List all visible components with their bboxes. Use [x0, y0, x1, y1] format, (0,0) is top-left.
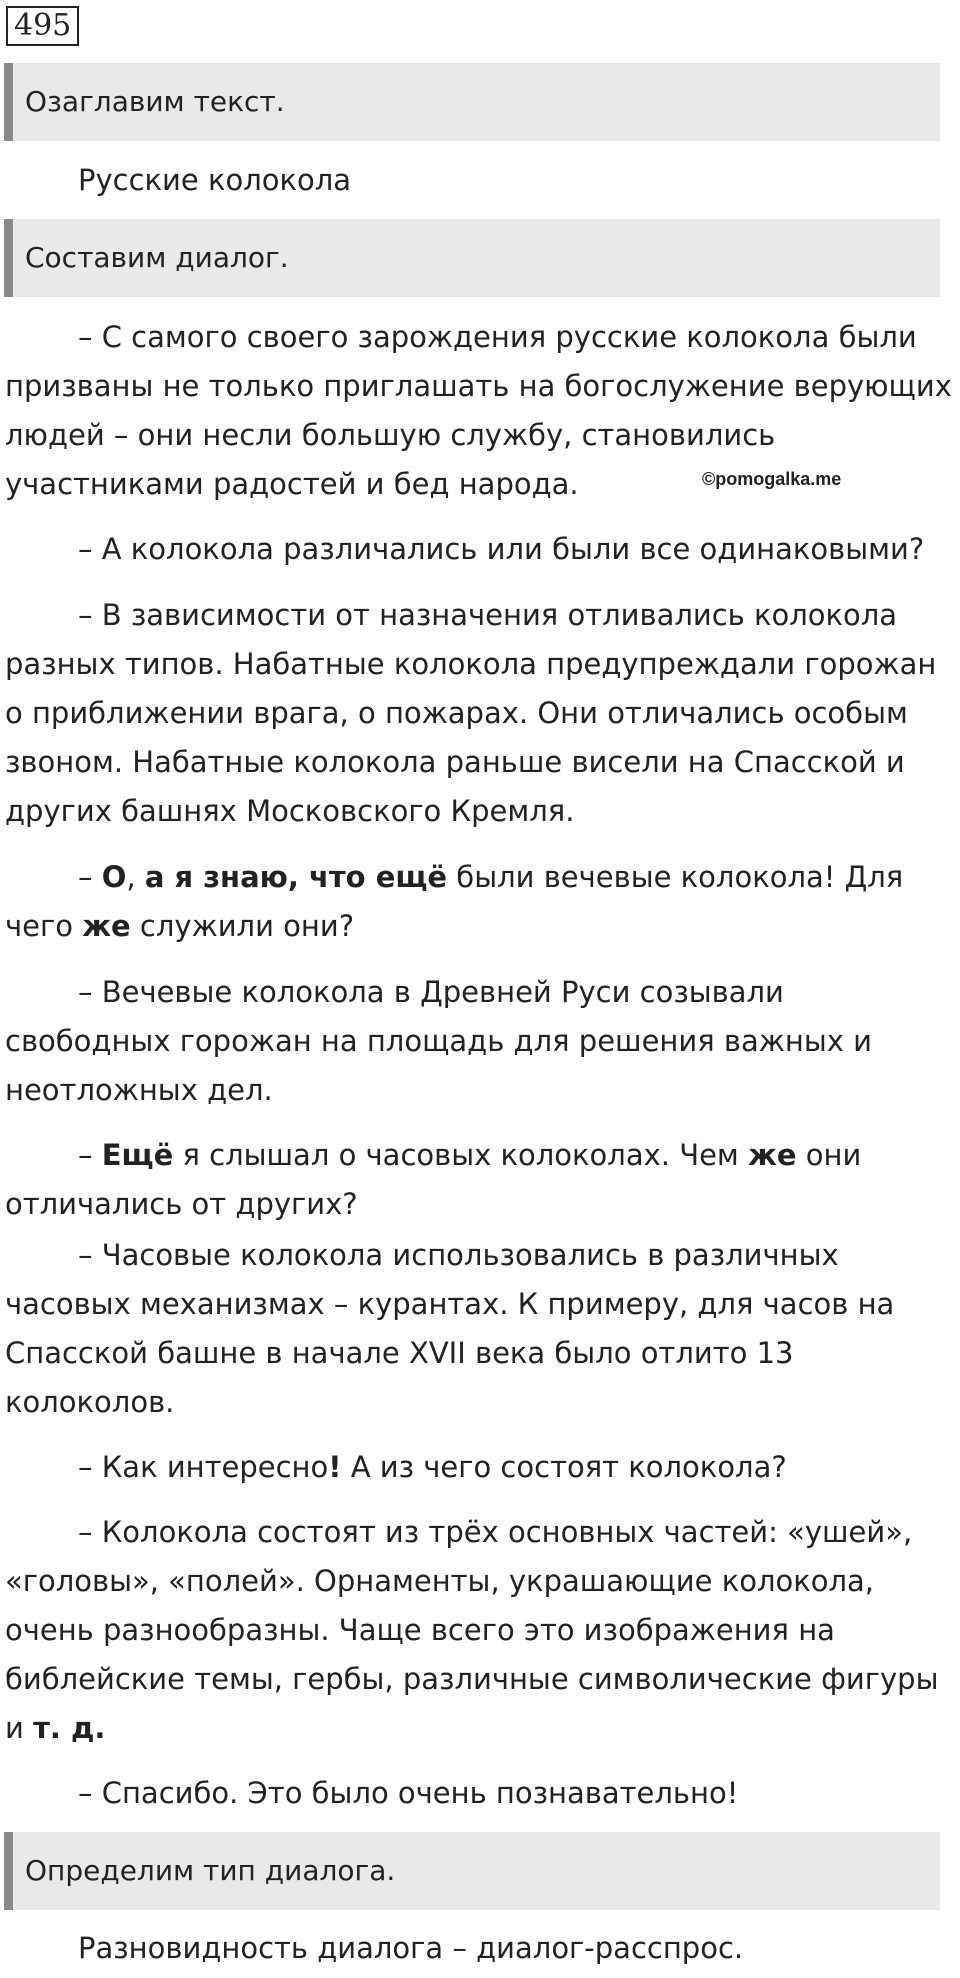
dialog-line: – Как интересно! А из чего состоят колокола? — [78, 1450, 787, 1484]
dialog-line: Спасской башне в начале XVII века было отлито 13 — [5, 1336, 794, 1370]
page-number: 495 — [6, 6, 79, 46]
dialog-line: часовых механизмах – курантах. К примеру, для часов на — [5, 1287, 895, 1321]
dialog-line: – Ещё я слышал о часовых колоколах. Чем же они — [78, 1138, 862, 1172]
dialog-line: чего же служили они? — [5, 909, 355, 943]
section-header-dialog-type: Определим тип диалога. — [4, 1832, 940, 1910]
dialog-type-answer: Разновидность диалога – диалог-расспрос. — [78, 1931, 744, 1965]
section-header-title: Озаглавим текст. — [4, 63, 940, 141]
dialog-line: участниками радостей и бед народа. — [5, 467, 579, 501]
dialog-line: – Вечевые колокола в Древней Руси созывали — [78, 975, 784, 1009]
dialog-line: разных типов. Набатные колокола предупреждали горожан — [5, 647, 937, 681]
dialog-line: призваны не только приглашать на богослужение верующих — [5, 369, 952, 403]
dialog-line: свободных горожан на площадь для решения важных и — [5, 1024, 872, 1058]
section-header-dialog: Составим диалог. — [4, 219, 940, 297]
dialog-line: отличались от других? — [5, 1187, 358, 1221]
dialog-line: – О, а я знаю, что ещё были вечевые колокола! Для — [78, 860, 904, 894]
dialog-line: других башнях Московского Кремля. — [5, 794, 575, 828]
dialog-line: «головы», «полей». Орнаменты, украшающие колокола, — [5, 1564, 875, 1598]
dialog-line: и т. д. — [5, 1711, 106, 1745]
dialog-line: о приближении врага, о пожарах. Они отличались особым — [5, 696, 908, 730]
dialog-line: колоколов. — [5, 1385, 175, 1419]
dialog-line: очень разнообразны. Чаще всего это изображения на — [5, 1613, 835, 1647]
dialog-line: – Часовые колокола использовались в различных — [78, 1238, 839, 1272]
title-answer: Русские колокола — [78, 163, 352, 197]
dialog-line: – В зависимости от назначения отливались колокола — [78, 598, 898, 632]
dialog-line: библейские темы, гербы, различные символические фигуры — [5, 1662, 939, 1696]
watermark-credit: ©pomogalka.me — [702, 469, 842, 489]
dialog-line: – А колокола различались или были все одинаковыми? — [78, 532, 925, 566]
dialog-line: – Спасибо. Это было очень познавательно! — [78, 1776, 739, 1810]
dialog-line: – С самого своего зарождения русские колокола были — [78, 320, 917, 354]
dialog-line: – Колокола состоят из трёх основных частей: «ушей», — [78, 1515, 913, 1549]
dialog-line: неотложных дел. — [5, 1073, 273, 1107]
dialog-line: людей – они несли большую службу, становились — [5, 418, 776, 452]
dialog-line: звоном. Набатные колокола раньше висели на Спасской и — [5, 745, 905, 779]
